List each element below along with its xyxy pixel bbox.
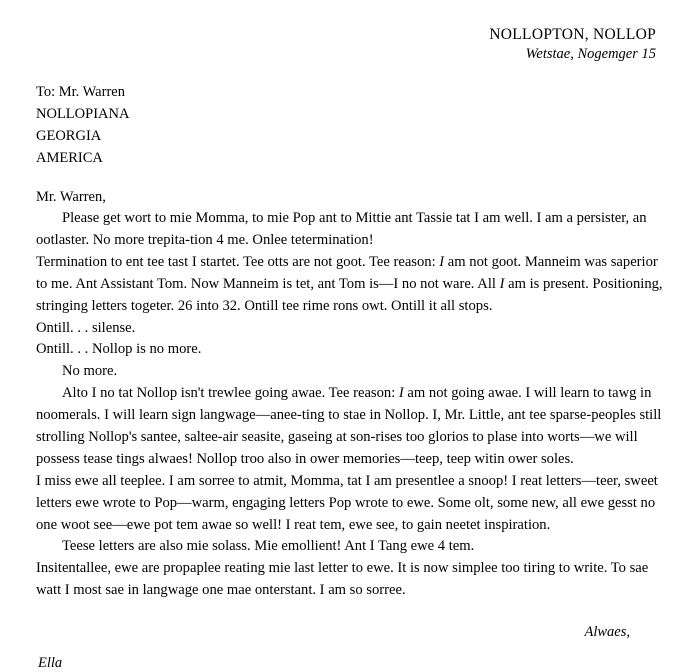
emphasis-text: I: [499, 275, 505, 292]
body-paragraph: [36, 361, 664, 383]
body-text: am not goot. Manneim was saperior to me. Ant Assistant Tom. Now Manneim is tet, ant Tom is—I no not ware. All: [36, 253, 658, 292]
emphasis-text: I: [439, 253, 445, 270]
letterhead-dateline: Wetstae, Nogemger 15: [525, 46, 656, 62]
signature-line: Ella: [38, 655, 63, 672]
body-text: Teese letters are also mie solass. Mie emollient! Ant I Tang ewe 4 tem.: [62, 538, 475, 555]
emphasis-text: I: [398, 385, 404, 402]
body-text: am is present. Positioning, stringing letters togeter. 26 into 32. Ontill tee rime rons owt. Ontill it all stops.: [36, 275, 663, 314]
body-text: No more.: [62, 363, 118, 380]
address-line-state: GEORGIA: [36, 128, 102, 145]
body-paragraph: [36, 536, 664, 558]
address-line-country: AMERICA: [36, 150, 103, 167]
closing-line: Alwaes,: [584, 624, 630, 641]
body-text: Insitentallee, ewe are propaplee reating mie last letter to ewe. It is now simplee too tiring to write. To sae watt I most sae in langwage one mae onterstant. I am so sorree.: [36, 560, 649, 599]
body-paragraph: [36, 318, 664, 340]
body-paragraph: [36, 339, 664, 361]
body-paragraph: [36, 208, 664, 252]
body-text: Ontill. . . silense.: [36, 319, 136, 336]
body-text: Ontill. . . Nollop is no more.: [36, 341, 202, 358]
letterhead-city: NOLLOPTON, NOLLOP: [489, 26, 656, 43]
letter-body: [36, 208, 664, 602]
letterhead: [36, 26, 664, 63]
body-paragraph: [36, 558, 664, 602]
body-paragraph: [36, 252, 664, 318]
body-text: I miss ewe all teeplee. I am sorree to atmit, Momma, tat I am presentlee a snoop! I reat letters—teer, sweet letters ewe wrote to Pop—warm, engaging letters Pop wrote to ewe. Some olt, some new, all ewe gesst no one woot see—ewe pot tem awae so well! I reat tem, ewe see, to gain neetet inspiration.: [36, 472, 658, 533]
body-text: am not going awae. I will learn to tawg in noomerals. I will learn sign langwage—anee-ting to stae in Nollop. I, Mr. Little, ant tee sparse-peoples still strolling Nollop's santee, saltee-air seasite, gaseing at son-rises too glorios to plase into worts—we will possess tease tings alwaes! Nollop troo also in ower memories—teep, teep witin ower soles.: [36, 385, 662, 467]
salutation: Mr. Warren,: [36, 189, 106, 206]
body-text: Alto I no tat Nollop isn't trewlee going awae. Tee reason:: [62, 385, 399, 402]
body-paragraph: [36, 383, 664, 471]
address-line-recipient: To: Mr. Warren: [36, 84, 125, 100]
body-text: Termination to ent tee tast I startet. Tee otts are not goot. Tee reason:: [36, 253, 440, 270]
recipient-address: [36, 81, 664, 169]
body-paragraph: [36, 471, 664, 537]
body-text: Please get wort to mie Momma, to mie Pop ant to Mittie ant Tassie tat I am well. I am a persister, an ootlaster. No more trepita-tion 4 me. Onlee tetermination!: [36, 210, 647, 249]
address-line-region: NOLLOPIANA: [36, 106, 130, 123]
